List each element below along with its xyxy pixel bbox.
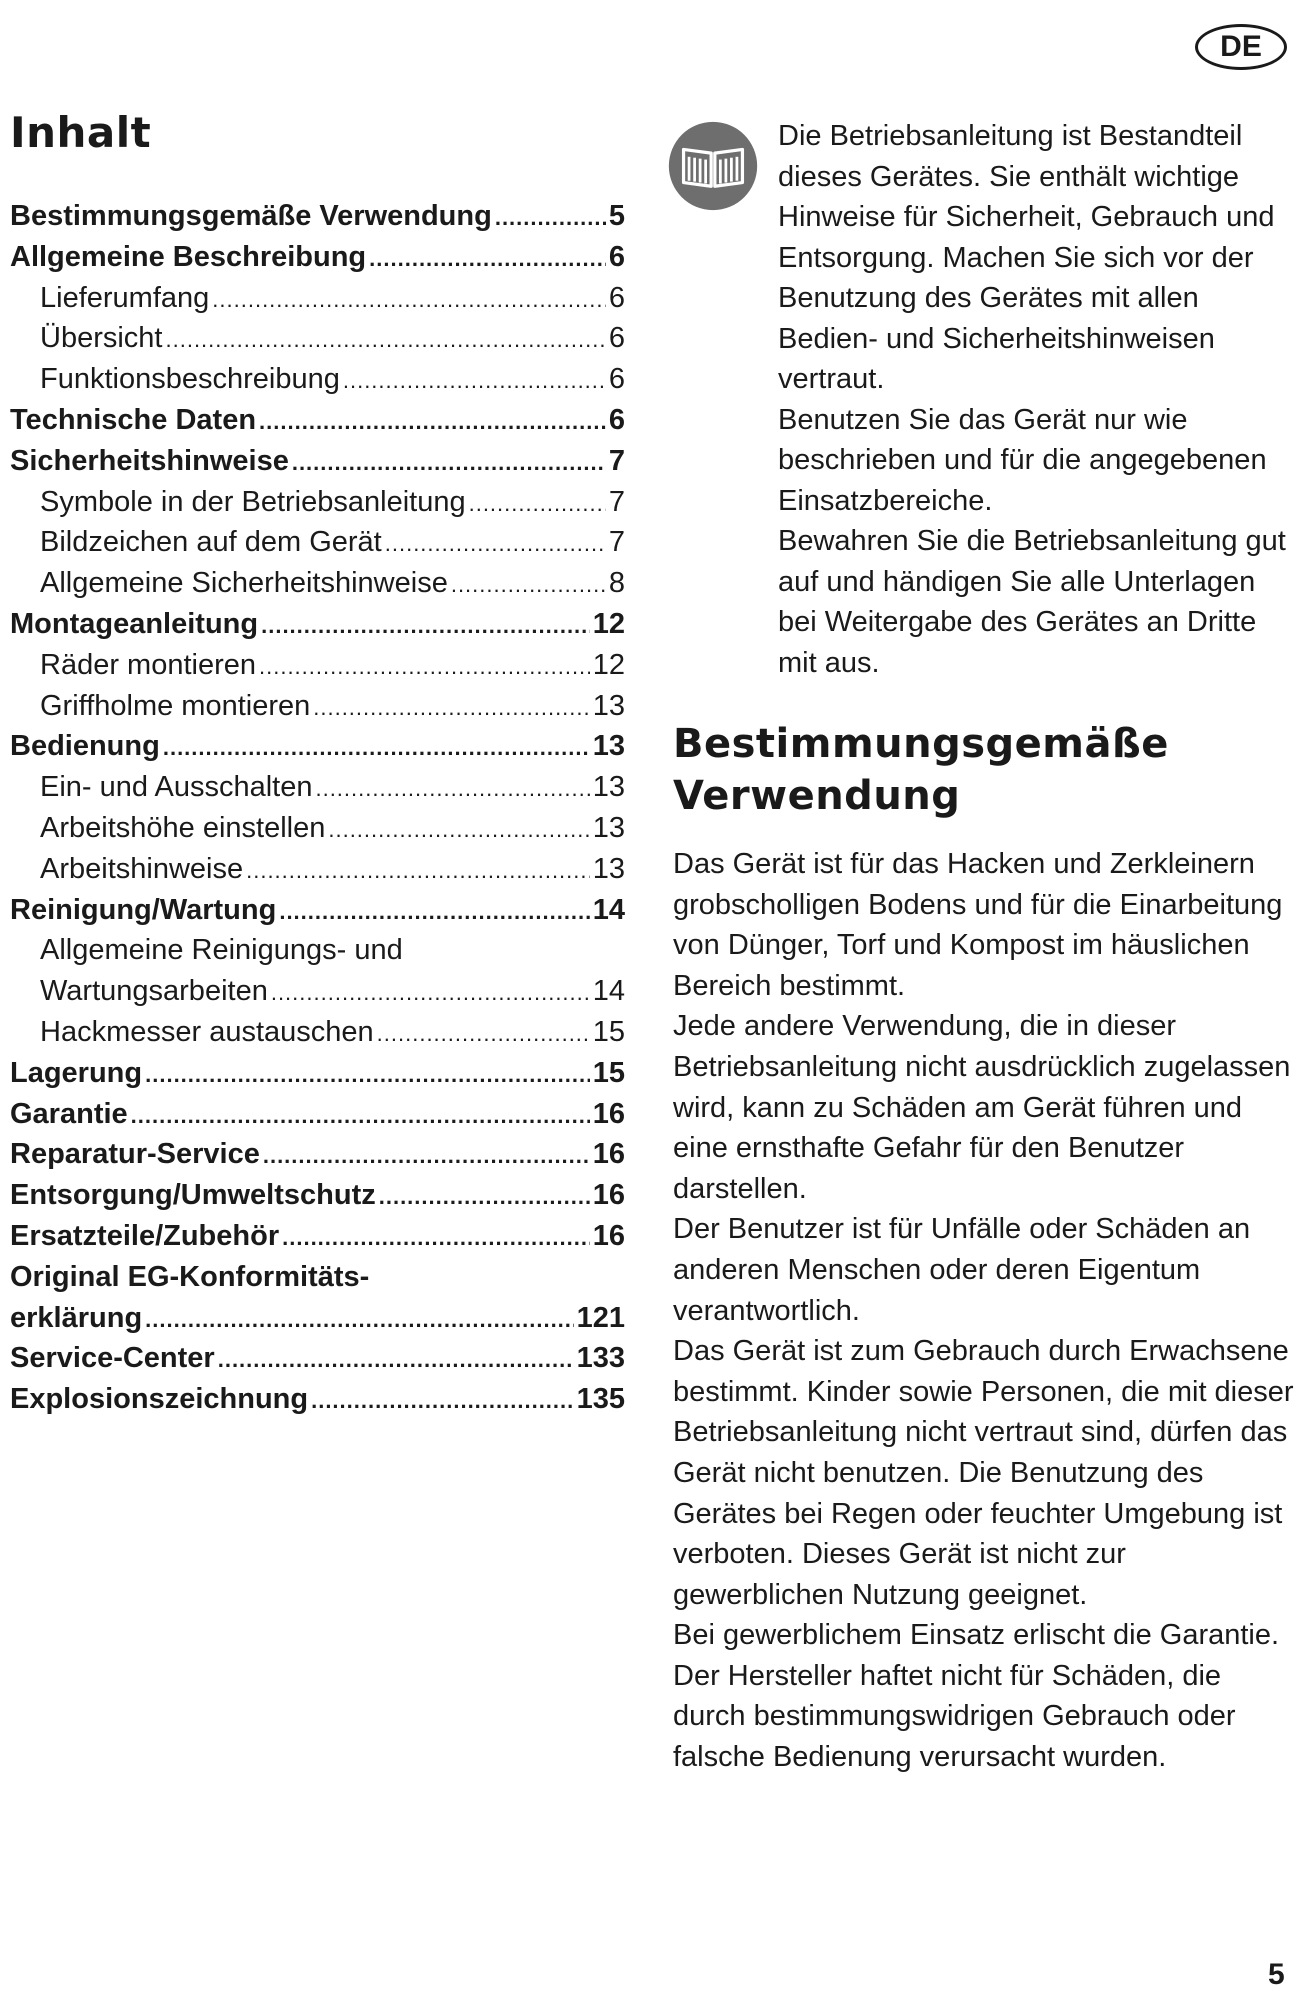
toc-entry-label: Bildzeichen auf dem Gerät [40, 526, 382, 559]
toc-entry[interactable] [10, 853, 625, 894]
toc-entry-label: Ersatzteile/Zubehör [10, 1219, 280, 1252]
toc-entry[interactable] [10, 322, 625, 363]
toc-entry[interactable] [10, 1220, 625, 1261]
table-of-contents [10, 200, 625, 1424]
toc-leader-dots [145, 1307, 573, 1333]
intro-paragraph: Bewahren Sie die Betriebsanleitung gut auf und händigen Sie alle Unterlagen bei Weitergabe des Gerätes an Dritte mit aus. [778, 525, 1286, 679]
intro-paragraph: Die Betriebsanleitung ist Bestandteil dieses Gerätes. Sie enthält wichtige Hinweise für Sicherheit, Gebrauch und Entsorgung. Machen Sie sich vor der Benutzung des Gerätes mit allen Bedien- und Sicherheitshinweisen vertraut. [778, 120, 1275, 395]
toc-entry-label: Bedienung [10, 730, 160, 763]
toc-entry[interactable] [10, 812, 625, 853]
toc-leader-dots [292, 450, 606, 476]
toc-leader-dots [131, 1103, 590, 1129]
intro-text [778, 116, 1298, 683]
toc-leader-dots [377, 1021, 590, 1047]
toc-leader-dots [451, 572, 606, 598]
toc-entry-page: 6 [608, 240, 625, 273]
toc-leader-dots [263, 1143, 590, 1169]
toc-entry[interactable] [10, 1138, 625, 1179]
toc-title: Inhalt [10, 108, 152, 157]
toc-entry-label: Symbole in der Betriebsanleitung [40, 485, 466, 518]
toc-entry[interactable] [10, 241, 625, 282]
toc-entry[interactable] [10, 730, 625, 771]
body-paragraph: Das Gerät ist zum Gebrauch durch Erwachsene bestimmt. Kinder sowie Personen, die mit dieser Betriebsanleitung nicht vertraut sind, dürfen das Gerät nicht benutzen. Die Benutzung des Gerätes bei Regen oder feuchter Umgebung ist verboten. Dieses Gerät ist nicht zur gewerblichen Nutzung geeignet. [673, 1335, 1294, 1611]
toc-entry-page: 13 [592, 771, 625, 804]
toc-leader-dots [313, 695, 589, 721]
toc-entry-label: Funktionsbeschreibung [40, 363, 340, 396]
toc-entry-page: 13 [592, 811, 625, 844]
body-paragraph: Bei gewerblichem Einsatz erlischt die Garantie. [673, 1619, 1280, 1652]
toc-entry-page: 7 [608, 526, 625, 559]
toc-entry-label: Reparatur-Service [10, 1138, 260, 1171]
toc-entry-label: Service-Center [10, 1342, 215, 1375]
toc-entry-page: 16 [592, 1097, 625, 1130]
toc-entry[interactable] [10, 1342, 625, 1383]
toc-entry[interactable] [10, 934, 625, 975]
toc-entry-page: 16 [592, 1179, 625, 1212]
toc-entry-label: Ein- und Ausschalten [40, 771, 313, 804]
toc-leader-dots [246, 858, 590, 884]
toc-entry-page: 12 [592, 607, 625, 640]
toc-entry-label: Entsorgung/Umweltschutz [10, 1179, 376, 1212]
toc-entry[interactable] [10, 1383, 625, 1424]
toc-entry[interactable] [10, 200, 625, 241]
body-paragraph: Der Hersteller haftet nicht für Schäden, die durch bestimmungswidrigen Gebrauch oder falsche Bedienung verursacht wurden. [673, 1659, 1236, 1774]
toc-entry-page: 13 [592, 852, 625, 885]
toc-entry-label: Hackmesser austauschen [40, 1015, 374, 1048]
toc-entry[interactable] [10, 1261, 625, 1302]
toc-entry-label: Arbeitshinweise [40, 852, 244, 885]
toc-entry-label: Griffholme montieren [40, 689, 311, 722]
toc-entry-label: Allgemeine Reinigungs- und [40, 934, 403, 967]
body-paragraph: Das Gerät ist für das Hacken und Zerkleinern grobscholligen Bodens und für die Einarbeitung von Dünger, Torf und Kompost im häuslichen Bereich bestimmt. [673, 848, 1283, 1002]
toc-leader-dots [145, 1062, 590, 1088]
toc-entry-page: 14 [592, 893, 625, 926]
toc-leader-dots [261, 613, 590, 639]
toc-leader-dots [469, 491, 606, 517]
toc-entry-page: 13 [592, 730, 625, 763]
toc-entry[interactable] [10, 282, 625, 323]
toc-entry[interactable] [10, 1016, 625, 1057]
toc-entry-label: Lagerung [10, 1056, 143, 1089]
toc-entry-label: Allgemeine Beschreibung [10, 240, 367, 273]
toc-entry[interactable] [10, 363, 625, 404]
toc-entry-label: Original EG-Konformitäts- [10, 1260, 370, 1293]
book-icon [667, 120, 759, 212]
toc-leader-dots [271, 980, 590, 1006]
toc-leader-dots [385, 531, 606, 557]
toc-entry-label: Bestimmungsgemäße Verwendung [10, 200, 492, 232]
toc-leader-dots [166, 327, 606, 353]
toc-leader-dots [328, 817, 589, 843]
toc-entry-label: erklärung [10, 1301, 143, 1334]
section-title [673, 718, 1273, 822]
toc-entry-label: Sicherheitshinweise [10, 444, 289, 477]
toc-entry-page: 14 [592, 975, 625, 1008]
toc-entry-page: 15 [592, 1056, 625, 1089]
toc-leader-dots [259, 409, 606, 435]
toc-leader-dots [495, 205, 606, 231]
section-body [673, 844, 1298, 1778]
toc-leader-dots [315, 776, 589, 802]
toc-entry-page: 121 [576, 1301, 625, 1334]
toc-entry-label: Explosionszeichnung [10, 1383, 309, 1416]
toc-entry[interactable] [10, 1179, 625, 1220]
toc-entry[interactable] [10, 567, 625, 608]
toc-entry-page: 6 [608, 322, 625, 355]
toc-leader-dots [279, 899, 589, 925]
toc-entry[interactable] [10, 649, 625, 690]
toc-entry-label: Lieferumfang [40, 281, 210, 314]
toc-leader-dots [259, 654, 590, 680]
intro-paragraph: Benutzen Sie das Gerät nur wie beschrieben und für die angegebenen Einsatzbereiche. [778, 403, 1267, 517]
toc-entry-label: Wartungsarbeiten [40, 975, 268, 1008]
body-paragraph: Jede andere Verwendung, die in dieser Betriebsanleitung nicht ausdrücklich zugelassen wird, kann zu Schäden am Gerät führen und eine ernsthafte Gefahr für den Benutzer darstellen. [673, 1010, 1291, 1205]
toc-entry-page: 15 [592, 1015, 625, 1048]
toc-leader-dots [379, 1184, 590, 1210]
toc-entry-page: 6 [608, 363, 625, 396]
toc-entry-label: Garantie [10, 1097, 128, 1130]
toc-entry[interactable] [10, 526, 625, 567]
toc-entry[interactable] [10, 894, 625, 935]
toc-entry-page: 16 [592, 1138, 625, 1171]
toc-leader-dots [218, 1347, 574, 1373]
toc-entry-label: Montageanleitung [10, 607, 259, 640]
section-title-line: Bestimmungsgemäße [673, 721, 1169, 767]
toc-entry-page: 8 [608, 567, 625, 600]
toc-entry-label: Allgemeine Sicherheitshinweise [40, 567, 448, 600]
toc-entry-page: 16 [592, 1219, 625, 1252]
toc-entry-page: 5 [608, 200, 625, 232]
toc-entry[interactable] [10, 404, 625, 445]
toc-entry[interactable] [10, 975, 625, 1016]
toc-entry[interactable] [10, 771, 625, 812]
section-title-line: Verwendung [673, 773, 961, 819]
toc-entry-page: 6 [608, 403, 625, 436]
toc-entry[interactable] [10, 1057, 625, 1098]
toc-entry[interactable] [10, 1302, 625, 1343]
toc-leader-dots [282, 1225, 590, 1251]
toc-entry-label: Reinigung/Wartung [10, 893, 277, 926]
toc-entry[interactable] [10, 486, 625, 527]
toc-entry[interactable] [10, 1098, 625, 1139]
toc-leader-dots [369, 246, 606, 272]
toc-entry-page: 6 [608, 281, 625, 314]
page-number: 5 [1268, 1958, 1285, 1991]
language-badge: DE [1195, 24, 1287, 70]
toc-entry[interactable] [10, 445, 625, 486]
toc-entry-page: 135 [576, 1383, 625, 1416]
toc-entry-page: 7 [608, 444, 625, 477]
toc-entry-page: 12 [592, 648, 625, 681]
toc-leader-dots [343, 368, 606, 394]
toc-leader-dots [311, 1388, 574, 1414]
toc-entry-label: Räder montieren [40, 648, 256, 681]
toc-entry-page: 133 [576, 1342, 625, 1375]
toc-entry-label: Arbeitshöhe einstellen [40, 811, 326, 844]
toc-entry-label: Technische Daten [10, 403, 257, 436]
toc-leader-dots [163, 735, 590, 761]
body-paragraph: Der Benutzer ist für Unfälle oder Schäden an anderen Menschen oder deren Eigentum verantwortlich. [673, 1213, 1251, 1327]
toc-entry-label: Übersicht [40, 322, 163, 355]
toc-leader-dots [212, 287, 606, 313]
toc-entry[interactable] [10, 690, 625, 731]
toc-entry[interactable] [10, 608, 625, 649]
toc-entry-page: 13 [592, 689, 625, 722]
toc-entry-page: 7 [608, 485, 625, 518]
